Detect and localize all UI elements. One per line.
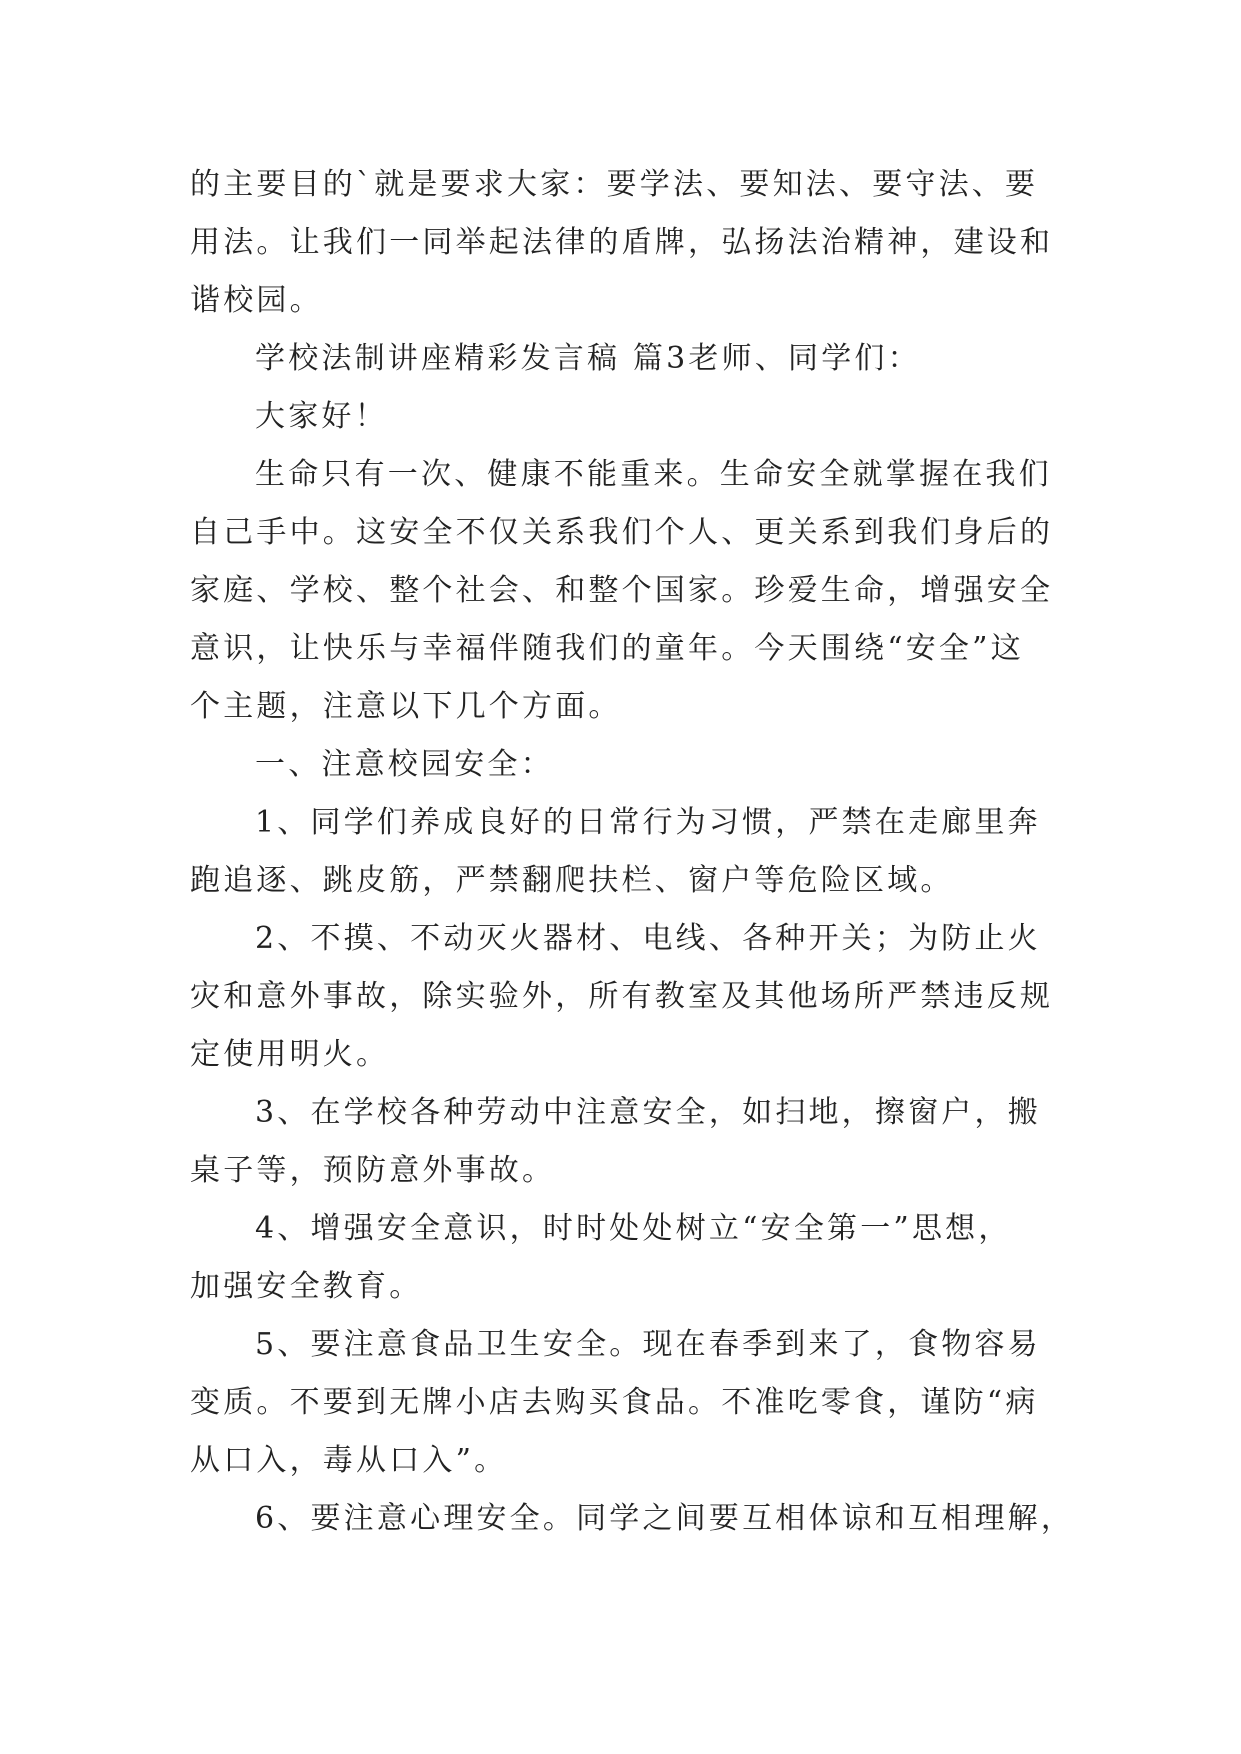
text-line: 家庭、学校、整个社会、和整个国家。珍爱生命，增强安全 <box>190 573 1054 608</box>
list-item-2: 2、不摸、不动灭火器材、电线、各种开关；为防止火 <box>255 921 1041 956</box>
list-item-5: 5、要注意食品卫生安全。现在春季到来了，食物容易 <box>255 1327 1041 1362</box>
text-line: 变质。不要到无牌小店去购买食品。不准吃零食，谨防“病 <box>190 1385 1039 1420</box>
list-item-4: 4、增强安全意识，时时处处树立“安全第一”思想， <box>255 1211 1012 1246</box>
text-line: 加强安全教育。 <box>190 1269 423 1304</box>
document-body <box>190 156 1075 1548</box>
section-heading: 学校法制讲座精彩发言稿 篇3老师、同学们： <box>255 341 921 376</box>
text-line: 用法。让我们一同举起法律的盾牌，弘扬法治精神，建设和 <box>190 225 1054 260</box>
list-item-6: 6、要注意心理安全。同学之间要互相体谅和互相理解， <box>255 1501 1075 1536</box>
text-line: 个主题，注意以下几个方面。 <box>190 689 622 724</box>
list-heading: 一、注意校园安全： <box>255 747 554 782</box>
text-line: 意识，让快乐与幸福伴随我们的童年。今天围绕“安全”这 <box>190 631 1024 666</box>
text-line: 跑追逐、跳皮筋，严禁翻爬扶栏、窗户等危险区域。 <box>190 863 954 898</box>
text-line: 谐校园。 <box>190 283 323 318</box>
list-item-3: 3、在学校各种劳动中注意安全，如扫地，擦窗户，搬 <box>255 1095 1041 1130</box>
text-line: 灾和意外事故，除实验外，所有教室及其他场所严禁违反规 <box>190 979 1054 1014</box>
text-line: 从口入，毒从口入”。 <box>190 1443 508 1478</box>
text-line: 生命只有一次、健康不能重来。生命安全就掌握在我们 <box>255 457 1052 492</box>
text-line: 桌子等，预防意外事故。 <box>190 1153 556 1188</box>
text-line: 的主要目的`就是要求大家：要学法、要知法、要守法、要 <box>190 167 1039 202</box>
text-line: 定使用明火。 <box>190 1037 390 1072</box>
text-line: 自己手中。这安全不仅关系我们个人、更关系到我们身后的 <box>190 515 1054 550</box>
greeting-line: 大家好！ <box>255 399 388 434</box>
list-item-1: 1、同学们养成良好的日常行为习惯，严禁在走廊里奔 <box>255 805 1041 840</box>
